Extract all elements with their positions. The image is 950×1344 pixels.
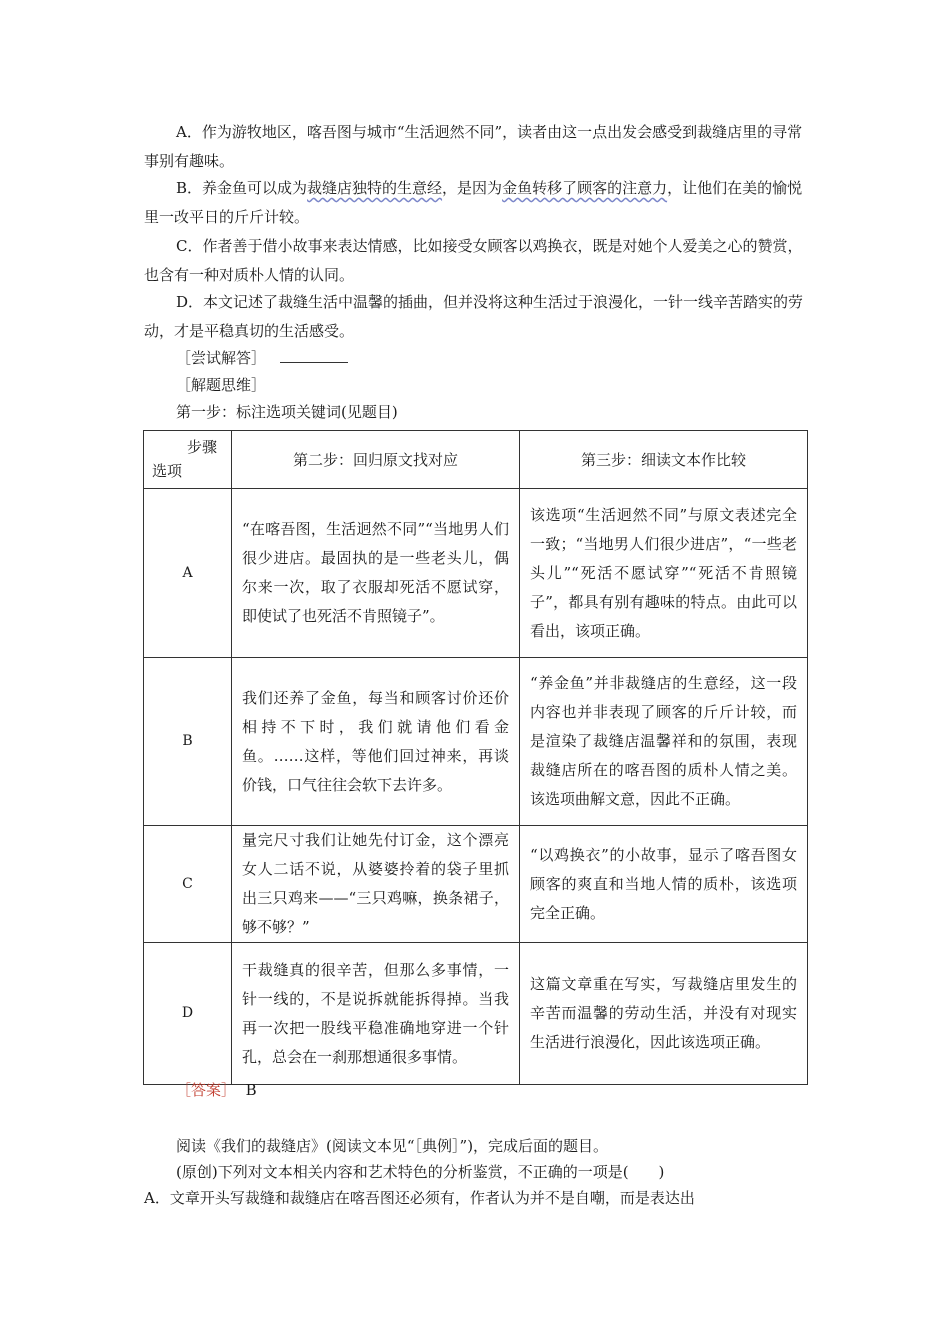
option-b-keyword-2: 金鱼转移了顾客的注意力 — [502, 179, 668, 197]
answer-blank[interactable] — [280, 348, 348, 363]
header-option: 选项 — [152, 462, 183, 480]
option-b-mid: ，是因为 — [442, 179, 503, 197]
row-original: “在喀吾图，生活迥然不同”“当地男人们很少进店。最固执的是一些老头儿，偶尔来一次，取了衣服却死活不愿试穿，即使试了也死活不肯照镜子”。 — [232, 489, 520, 658]
row-label: D — [144, 943, 232, 1085]
next-option-a: A．文章开头写裁缝和裁缝店在喀吾图还必须有，作者认为并不是自嘲，而是表达出 — [144, 1189, 695, 1207]
row-analysis: “养金鱼”并非裁缝店的生意经，这一段内容也并非表现了顾客的斤斤计较，而是渲染了裁缝店温馨祥和的氛围，表现裁缝店所在的喀吾图的质朴人情之美。该选项曲解文意，因此不正确。 — [520, 658, 808, 826]
header-step: 步骤 — [186, 438, 217, 456]
table-row — [144, 489, 808, 658]
option-c: C．作者善于借小故事来表达情感，比如接受女顾客以鸡换衣，既是对她个人爱美之心的赞赏，也含有一种对质朴人情的认同。 — [144, 237, 803, 284]
table-row — [144, 826, 808, 943]
answer-line — [176, 1078, 257, 1102]
attempt-label: ［尝试解答］ — [176, 349, 267, 367]
table-row — [144, 658, 808, 826]
header-col3: 第三步：细读文本作比较 — [520, 431, 808, 489]
table-header-row — [144, 431, 808, 489]
row-label: C — [144, 826, 232, 943]
row-analysis: “以鸡换衣”的小故事，显示了喀吾图女顾客的爽直和当地人情的质朴，该选项完全正确。 — [520, 826, 808, 943]
row-original: 干裁缝真的很辛苦，但那么多事情，一针一线的，不是说拆就能拆得掉。当我再一次把一股线平稳准确地穿进一个针孔，总会在一刹那想通很多事情。 — [232, 943, 520, 1085]
question-stem: (原创)下列对文本相关内容和艺术特色的分析鉴赏，不正确的一项是( ) — [176, 1163, 665, 1181]
answer-value: B — [245, 1081, 257, 1099]
row-original: 量完尺寸我们让她先付订金，这个漂亮女人二话不说，从婆婆拎着的袋子里抓出三只鸡来——“三只鸡嘛，换条裙子，够不够？” — [232, 826, 520, 943]
row-analysis: 这篇文章重在写实，写裁缝店里发生的辛苦而温馨的劳动生活，并没有对现实生活进行浪漫化，因此该选项正确。 — [520, 943, 808, 1085]
reading-intro: 阅读《我们的裁缝店》(阅读文本见“［典例］”)，完成后面的题目。 — [176, 1137, 609, 1155]
option-b-post: ，让他们在美的愉悦里一改平日的斤斤计较。 — [144, 179, 803, 226]
row-label: A — [144, 489, 232, 658]
option-a: A．作为游牧地区，喀吾图与城市“生活迥然不同”，读者由这一点出发会感受到裁缝店里的寻常事别有趣味。 — [144, 123, 803, 170]
table-row — [144, 943, 808, 1085]
analysis-table — [143, 430, 808, 1085]
attempt-line — [176, 346, 348, 370]
header-corner-cell — [144, 431, 232, 489]
row-original: 我们还养了金鱼，每当和顾客讨价还价相持不下时，我们就请他们看金鱼。……这样，等他们回过神来，再谈价钱，口气往往会软下去许多。 — [232, 658, 520, 826]
option-b-pre: B．养金鱼可以成为 — [176, 179, 308, 197]
option-b — [144, 174, 806, 232]
answer-label: ［答案］ — [176, 1081, 237, 1099]
row-label: B — [144, 658, 232, 826]
step-one: 第一步：标注选项关键词(见题目) — [176, 403, 398, 421]
option-d: D．本文记述了裁缝生活中温馨的插曲，但并没将这种生活过于浪漫化，一针一线辛苦踏实的劳动，才是平稳真切的生活感受。 — [144, 293, 804, 340]
header-col2: 第二步：回归原文找对应 — [232, 431, 520, 489]
thinking-label: ［解题思维］ — [176, 376, 267, 394]
option-b-keyword-1: 裁缝店独特的生意经 — [307, 179, 443, 197]
row-analysis: 该选项“生活迥然不同”与原文表述完全一致；“当地男人们很少进店”，“一些老头儿”“死活不愿试穿”“死活不肯照镜子”，都具有别有趣味的特点。由此可以看出，该项正确。 — [520, 489, 808, 658]
